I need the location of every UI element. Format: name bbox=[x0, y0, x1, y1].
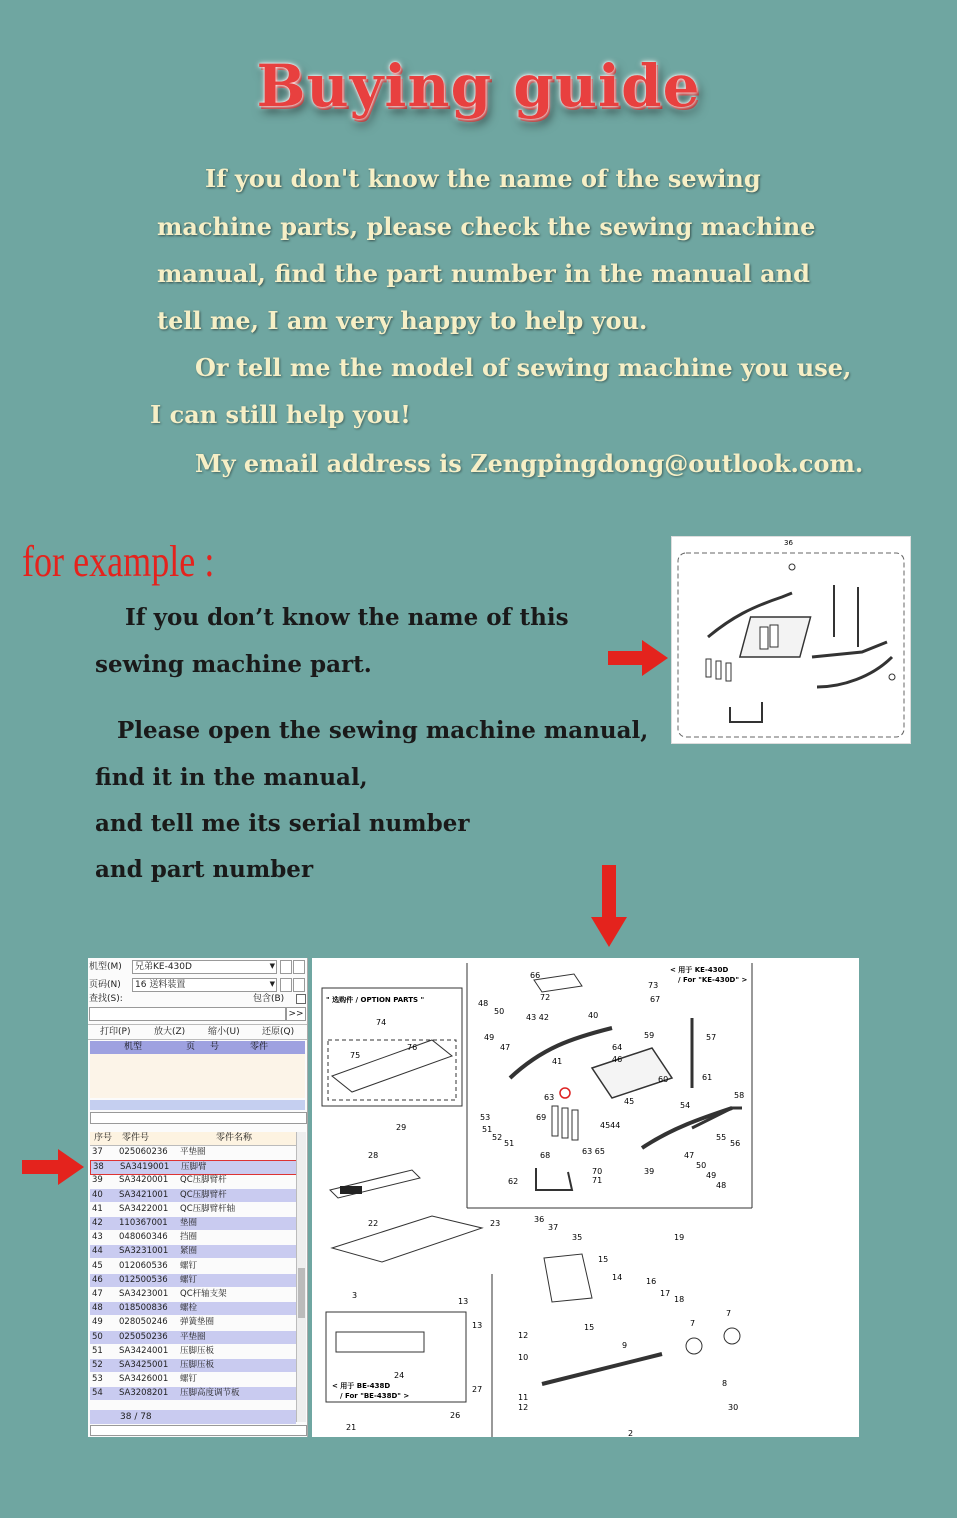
part-name-cell: QC压脚臂杆 bbox=[180, 1189, 227, 1200]
svg-text:47: 47 bbox=[500, 1043, 511, 1052]
svg-text:74: 74 bbox=[376, 1018, 387, 1027]
part-number-cell: SA3420001 bbox=[119, 1175, 169, 1186]
svg-text:51: 51 bbox=[504, 1139, 515, 1148]
serial-cell: 43 bbox=[92, 1232, 103, 1243]
svg-text:62: 62 bbox=[508, 1177, 519, 1186]
svg-text:67: 67 bbox=[650, 995, 661, 1004]
part-name-cell: 垫圈 bbox=[180, 1218, 198, 1228]
part-name-cell: 螺钉 bbox=[180, 1260, 198, 1271]
table-row[interactable] bbox=[90, 1174, 296, 1187]
svg-text:40: 40 bbox=[588, 1011, 599, 1020]
table-row[interactable] bbox=[90, 1146, 296, 1159]
svg-text:70: 70 bbox=[592, 1167, 603, 1176]
part-number-cell: SA3426001 bbox=[119, 1374, 169, 1385]
model-select[interactable] bbox=[132, 960, 277, 974]
serial-cell: 38 bbox=[93, 1162, 104, 1173]
svg-text:21: 21 bbox=[346, 1423, 357, 1432]
table-row[interactable] bbox=[90, 1245, 296, 1258]
table-row[interactable] bbox=[90, 1345, 296, 1358]
part-number-cell: 025060236 bbox=[119, 1147, 168, 1157]
svg-text:11: 11 bbox=[518, 1393, 529, 1402]
upper-table-body bbox=[90, 1054, 305, 1098]
part-name-cell: 螺栓 bbox=[180, 1303, 198, 1314]
svg-text:76: 76 bbox=[407, 1043, 418, 1052]
table-row[interactable] bbox=[90, 1260, 296, 1273]
page-label: 页码(N) bbox=[89, 980, 121, 990]
svg-text:28: 28 bbox=[368, 1151, 379, 1160]
svg-text:55: 55 bbox=[716, 1133, 727, 1142]
svg-text:51: 51 bbox=[482, 1125, 493, 1134]
vertical-scrollbar[interactable] bbox=[296, 1132, 306, 1422]
col-number: 号 bbox=[210, 1042, 220, 1052]
table-row[interactable] bbox=[90, 1359, 296, 1372]
svg-text:50: 50 bbox=[494, 1007, 505, 1016]
serial-cell: 47 bbox=[92, 1289, 103, 1299]
serial-cell: 52 bbox=[92, 1360, 103, 1370]
svg-text:4544: 4544 bbox=[600, 1121, 621, 1130]
col-part-number: 零件号 bbox=[122, 1133, 150, 1143]
part-name-cell: 挡圈 bbox=[180, 1232, 198, 1243]
svg-text:7: 7 bbox=[726, 1309, 732, 1318]
svg-text:27: 27 bbox=[472, 1385, 483, 1394]
svg-text:45: 45 bbox=[624, 1097, 635, 1106]
svg-text:53: 53 bbox=[480, 1113, 491, 1122]
upper-table-header bbox=[90, 1041, 305, 1054]
part-number-cell: SA3231001 bbox=[119, 1246, 169, 1257]
serial-cell: 42 bbox=[92, 1218, 103, 1228]
table-row[interactable] bbox=[90, 1302, 296, 1315]
svg-text:46: 46 bbox=[612, 1055, 623, 1064]
for-be-label: < 用于 BE-438D bbox=[332, 1382, 391, 1390]
table-row[interactable] bbox=[90, 1189, 296, 1202]
table-row[interactable] bbox=[90, 1160, 298, 1175]
svg-text:60: 60 bbox=[658, 1075, 669, 1084]
example-text-1: If you don’t know the name of this bbox=[125, 604, 569, 631]
svg-text:19: 19 bbox=[674, 1233, 685, 1242]
svg-text:59: 59 bbox=[644, 1031, 655, 1040]
svg-text:50: 50 bbox=[696, 1161, 707, 1170]
restore-button[interactable]: 还原(Q) bbox=[262, 1027, 295, 1037]
serial-cell: 45 bbox=[92, 1260, 103, 1271]
svg-text:57: 57 bbox=[706, 1033, 717, 1042]
svg-text:69: 69 bbox=[536, 1113, 547, 1122]
svg-text:56: 56 bbox=[730, 1139, 741, 1148]
table-row[interactable] bbox=[90, 1231, 296, 1244]
svg-text:36: 36 bbox=[534, 1215, 545, 1224]
svg-text:29: 29 bbox=[396, 1123, 407, 1132]
svg-text:37: 37 bbox=[548, 1223, 559, 1232]
part-number-cell: SA3419001 bbox=[120, 1162, 170, 1173]
intro-line-3: manual, find the part number in the manual and bbox=[157, 259, 810, 288]
for-be-label-2: / For "BE-438D" > bbox=[340, 1392, 410, 1400]
increment-button[interactable] bbox=[293, 960, 305, 974]
part-number-cell: 028050246 bbox=[119, 1317, 168, 1328]
email-line: My email address is Zengpingdong@outlook.com. bbox=[195, 449, 864, 478]
part-name-cell: QC压脚臂杆 bbox=[180, 1175, 227, 1186]
svg-text:58: 58 bbox=[734, 1091, 745, 1100]
part-number-cell: 012060536 bbox=[119, 1260, 168, 1271]
svg-text:47: 47 bbox=[684, 1151, 695, 1160]
serial-cell: 39 bbox=[92, 1175, 103, 1186]
page-increment-button[interactable] bbox=[293, 978, 305, 992]
svg-text:41: 41 bbox=[552, 1057, 563, 1066]
part-name-cell: QC杆轴支架 bbox=[180, 1289, 227, 1299]
part-name-cell: QC压脚臂杆轴 bbox=[180, 1203, 236, 1214]
example-text-2: sewing machine part. bbox=[95, 651, 372, 678]
part-name-cell: 平垫圈 bbox=[180, 1331, 206, 1342]
example-heading: for example : bbox=[22, 537, 215, 586]
decrement-button[interactable] bbox=[280, 960, 292, 974]
parts-table-header bbox=[90, 1132, 296, 1146]
svg-text:17: 17 bbox=[660, 1289, 671, 1298]
svg-text:8: 8 bbox=[722, 1379, 728, 1388]
intro-line-6: I can still help you! bbox=[150, 400, 411, 429]
table-row[interactable] bbox=[90, 1274, 296, 1287]
serial-cell: 44 bbox=[92, 1246, 103, 1257]
part-number-cell: SA3208201 bbox=[119, 1388, 169, 1399]
chevron-down-icon: ▼ bbox=[269, 962, 275, 970]
svg-text:3: 3 bbox=[352, 1291, 358, 1300]
svg-text:9: 9 bbox=[622, 1341, 628, 1350]
svg-text:52: 52 bbox=[492, 1133, 503, 1142]
part-number-cell: SA3425001 bbox=[119, 1360, 169, 1370]
intro-line-2: machine parts, please check the sewing machine bbox=[157, 212, 816, 241]
svg-text:24: 24 bbox=[394, 1371, 405, 1380]
intro-line-4: tell me, I am very happy to help you. bbox=[157, 306, 648, 335]
col-page: 页 bbox=[186, 1042, 196, 1052]
zoom-out-button[interactable]: 缩小(U) bbox=[208, 1027, 240, 1037]
intro-line-5: Or tell me the model of sewing machine you use, bbox=[195, 353, 852, 382]
page-select[interactable] bbox=[132, 978, 277, 992]
part-name-cell: 压脚臂 bbox=[181, 1162, 207, 1173]
svg-text:66: 66 bbox=[530, 971, 541, 980]
part-number-cell: 025050236 bbox=[119, 1331, 168, 1342]
svg-text:30: 30 bbox=[728, 1403, 739, 1412]
serial-cell: 46 bbox=[92, 1274, 103, 1285]
model-label: 机型(M) bbox=[89, 962, 122, 972]
page-title: Buying guide bbox=[256, 52, 701, 120]
svg-text:68: 68 bbox=[540, 1151, 551, 1160]
part-number-cell: SA3422001 bbox=[119, 1203, 169, 1214]
svg-text:15: 15 bbox=[598, 1255, 609, 1264]
part-number-cell: SA3423001 bbox=[119, 1289, 169, 1299]
col-serial: 序号 bbox=[94, 1133, 113, 1143]
part-number-cell: 018500836 bbox=[119, 1303, 168, 1314]
serial-cell: 51 bbox=[92, 1345, 103, 1356]
serial-cell: 49 bbox=[92, 1317, 103, 1328]
intro-line-1: If you don't know the name of the sewing bbox=[205, 164, 761, 193]
serial-cell: 48 bbox=[92, 1303, 103, 1314]
table-row[interactable] bbox=[90, 1331, 296, 1344]
part-name-cell: 压脚压板 bbox=[180, 1360, 215, 1370]
svg-text:12: 12 bbox=[518, 1331, 529, 1340]
part-name-cell: 弹簧垫圈 bbox=[180, 1317, 215, 1328]
svg-text:13: 13 bbox=[458, 1297, 469, 1306]
serial-cell: 41 bbox=[92, 1203, 103, 1214]
svg-text:63: 63 bbox=[544, 1093, 555, 1102]
horizontal-scrollbar[interactable] bbox=[90, 1112, 307, 1124]
svg-text:10: 10 bbox=[518, 1353, 529, 1362]
arrow-right-icon bbox=[608, 640, 670, 676]
part-name-cell: 紧圈 bbox=[180, 1246, 198, 1257]
svg-text:49: 49 bbox=[706, 1171, 717, 1180]
example-text-4: find it in the manual, bbox=[95, 764, 368, 791]
example-text-5: and tell me its serial number bbox=[95, 810, 470, 837]
svg-text:12: 12 bbox=[518, 1403, 529, 1412]
svg-text:22: 22 bbox=[368, 1219, 379, 1228]
col-part-name: 零件名称 bbox=[216, 1133, 253, 1143]
page-value: 16 送料装置 bbox=[135, 980, 186, 990]
include-label: 包含(B) bbox=[253, 994, 285, 1004]
table-row[interactable] bbox=[90, 1288, 296, 1301]
part-name-cell: 螺钉 bbox=[180, 1274, 198, 1285]
bottom-scrollbar[interactable] bbox=[90, 1425, 307, 1436]
svg-text:15: 15 bbox=[584, 1323, 595, 1332]
col-model: 机型 bbox=[124, 1042, 143, 1052]
go-button[interactable]: >> bbox=[286, 1007, 306, 1021]
find-label: 查找(S): bbox=[89, 994, 123, 1004]
part-name-cell: 压脚高度调节板 bbox=[180, 1388, 240, 1399]
svg-text:39: 39 bbox=[644, 1167, 655, 1176]
upper-band bbox=[90, 1100, 305, 1110]
page-decrement-button[interactable] bbox=[280, 978, 292, 992]
svg-text:23: 23 bbox=[490, 1219, 501, 1228]
svg-text:7: 7 bbox=[690, 1319, 696, 1328]
print-button[interactable]: 打印(P) bbox=[100, 1027, 131, 1037]
svg-text:18: 18 bbox=[674, 1295, 685, 1304]
exploded-parts-diagram bbox=[312, 958, 859, 1437]
svg-text:61: 61 bbox=[702, 1073, 713, 1082]
chevron-down-icon: ▼ bbox=[269, 980, 275, 988]
table-row[interactable] bbox=[90, 1316, 296, 1329]
model-value: 兄弟KE-430D bbox=[135, 962, 192, 972]
svg-text:49: 49 bbox=[484, 1033, 495, 1042]
part-name-cell: 压脚压板 bbox=[180, 1345, 215, 1356]
svg-text:64: 64 bbox=[612, 1043, 623, 1052]
svg-text:2: 2 bbox=[628, 1429, 634, 1437]
zoom-in-button[interactable]: 放大(Z) bbox=[154, 1027, 186, 1037]
table-row[interactable] bbox=[90, 1217, 296, 1230]
part-number-cell: SA3421001 bbox=[119, 1189, 169, 1200]
example-text-3: Please open the sewing machine manual, bbox=[117, 717, 649, 744]
svg-text:48: 48 bbox=[716, 1181, 727, 1190]
pager-text: 38 / 78 bbox=[120, 1412, 152, 1422]
arrow-right-icon-2 bbox=[22, 1149, 86, 1185]
svg-text:72: 72 bbox=[540, 993, 551, 1002]
part-number-cell: 110367001 bbox=[119, 1218, 168, 1228]
include-checkbox[interactable] bbox=[296, 994, 306, 1004]
serial-cell: 50 bbox=[92, 1331, 103, 1342]
scroll-thumb[interactable] bbox=[298, 1268, 305, 1318]
svg-text:63 65: 63 65 bbox=[582, 1147, 605, 1156]
svg-text:48: 48 bbox=[478, 999, 489, 1008]
serial-cell: 53 bbox=[92, 1374, 103, 1385]
svg-text:35: 35 bbox=[572, 1233, 583, 1242]
part-number-cell: 048060346 bbox=[119, 1232, 168, 1243]
serial-cell: 40 bbox=[92, 1189, 103, 1200]
part-name-cell: 平垫圈 bbox=[180, 1147, 206, 1157]
svg-text:75: 75 bbox=[350, 1051, 361, 1060]
for-ke-label: < 用于 KE-430D bbox=[670, 966, 729, 974]
svg-text:54: 54 bbox=[680, 1101, 691, 1110]
for-ke-label-2: / For "KE-430D" > bbox=[678, 976, 748, 984]
arrow-down-icon bbox=[591, 865, 627, 949]
svg-text:13: 13 bbox=[472, 1321, 483, 1330]
serial-cell: 37 bbox=[92, 1147, 103, 1157]
small-diagram-label: 36 bbox=[784, 539, 793, 547]
serial-cell: 54 bbox=[92, 1388, 103, 1399]
part-name-cell: 螺钉 bbox=[180, 1374, 198, 1385]
table-row[interactable] bbox=[90, 1373, 296, 1386]
part-diagram-thumbnail bbox=[671, 536, 911, 744]
option-parts-label: " 选购件 / OPTION PARTS " bbox=[326, 996, 425, 1004]
svg-text:26: 26 bbox=[450, 1411, 461, 1420]
part-number-cell: SA3424001 bbox=[119, 1345, 169, 1356]
pager-bar bbox=[90, 1410, 296, 1424]
col-part: 零件 bbox=[250, 1042, 269, 1052]
svg-text:14: 14 bbox=[612, 1273, 623, 1282]
svg-text:73: 73 bbox=[648, 981, 659, 990]
search-input[interactable] bbox=[89, 1007, 286, 1021]
part-number-cell: 012500536 bbox=[119, 1274, 168, 1285]
table-row[interactable] bbox=[90, 1387, 296, 1400]
svg-text:43 42: 43 42 bbox=[526, 1013, 549, 1022]
svg-text:71: 71 bbox=[592, 1176, 603, 1185]
parts-software-panel bbox=[88, 958, 308, 1437]
example-text-6: and part number bbox=[95, 856, 314, 883]
table-row[interactable] bbox=[90, 1203, 296, 1216]
svg-text:16: 16 bbox=[646, 1277, 657, 1286]
